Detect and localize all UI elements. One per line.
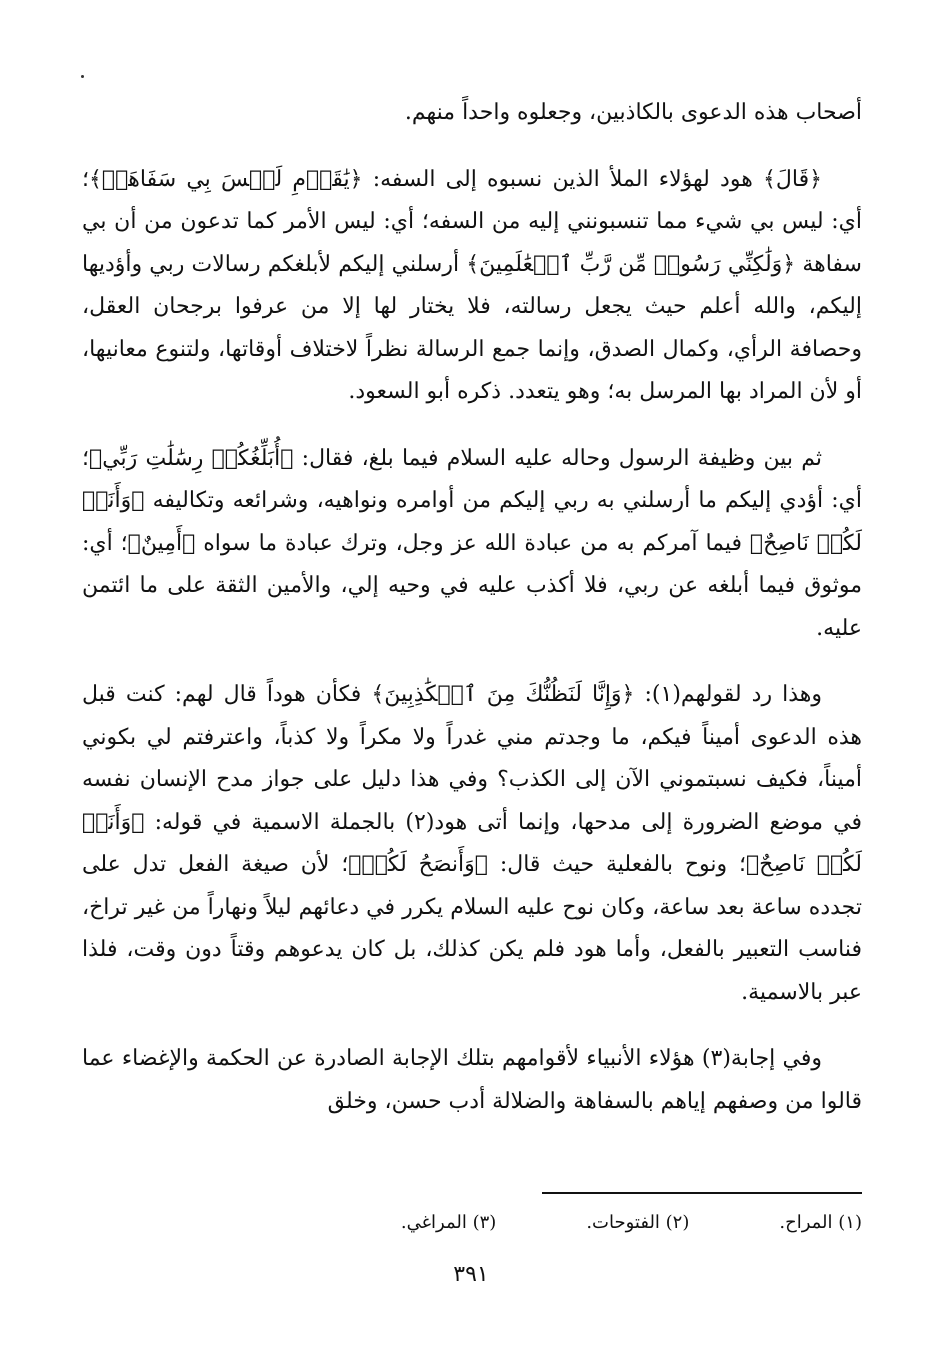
paragraph-continuation: أصحاب هذه الدعوى بالكاذبين، وجعلوه واحداً منهم. [404,100,862,125]
paragraph-messenger-duty: ثم بين وظيفة الرسول وحاله عليه السلام فيما بلغ، فقال: ﴿أُبَلِّغُكُمۡ رِسَٰلَٰتِ رَبِّي﴾؛ أي: أؤدي إليكم ما أرسلني به ربي إليكم من أوامره ونواهيه، وشرائعه وتكاليفه ﴿وَأَنَا۠ لَكُمۡ نَاصِحٌ﴾ فيما آمركم به من عبادة الله عز وجل، وترك عبادة ما سواه ﴿أَمِينٌ﴾؛ أي: موثوق فيما أبلغه عن ربي، فلا أكذب عليه في وحيه إلي، والأمين الثقة على ما ائتمن عليه. [82,445,862,641]
footnote-1: (١) المراح. [779,1212,862,1233]
scan-speck [81,75,84,78]
footnote-divider [542,1192,862,1194]
footnotes [82,1208,862,1238]
footnote-3: (٣) المراغي. [400,1212,497,1233]
body-text [82,92,862,1147]
paragraph-rebuttal: وهذا رد لقولهم(١): ﴿وَإِنَّا لَنَظُنُّكَ مِنَ ٱلۡكَٰذِبِينَ﴾ فكأن هوداً قال لهم: كنت قبل هذه الدعوى أميناً فيكم، ما وجدتم مني غدراً ولا مكراً ولا كذباً، واعترفتم لي بكوني أميناً، فكيف نسبتموني الآن إلى الكذب؟ وفي هذا دليل على جواز مدح الإنسان نفسه في موضع الضرورة إلى مدحها، وإنما أتى هود(٢) بالجملة الاسمية في قوله: ﴿وَأَنَا۠ لَكُمۡ نَاصِحٌ﴾؛ ونوح بالفعلية حيث قال: ﴿وَأَنصَحُ لَكُمۡ﴾؛ لأن صيغة الفعل تدل على تجدده ساعة بعد ساعة، وكان نوح عليه السلام يكرر في دعائهم ليلاً ونهاراً من غير تراخ، فناسب التعبير بالفعل، وأما هود فلم يكن كذلك، بل كان يدعوهم وقتاً دون وقت، فلذا عبر بالاسمية. [82,682,862,1005]
paragraph-prophets-answer: وفي إجابة(٣) هؤلاء الأنبياء لأقوامهم بتلك الإجابة الصادرة عن الحكمة والإغضاء عما قالوا من وصفهم إياهم بالسفاهة والضلالة أدب حسن، وخلق [82,1046,862,1114]
paragraph-hud-reply: ﴿قَالَ﴾ هود لهؤلاء الملأ الذين نسبوه إلى السفه: ﴿يَٰقَوۡمِ لَيۡسَ بِي سَفَاهَةٞ﴾؛ أي: ليس بي شيء مما تنسبونني إليه من السفه؛ أي: ليس الأمر كما تدعون من أن بي سفاهة ﴿وَلَٰكِنِّي رَسُولٞ مِّن رَّبِّ ٱلۡعَٰلَمِينَ﴾ أرسلني إليكم لأبلغكم رسالات ربي وأؤديها إليكم، والله أعلم حيث يجعل رسالته، فلا يختار لها إلا من عرفوا برجحان العقل، وحصافة الرأي، وكمال الصدق، وإنما جمع الرسالة نظراً لاختلاف أوقاتها، ولتنوع معانيها، أو لأن المراد بها المرسل به؛ وهو يتعدد. ذكره أبو السعود. [82,166,862,404]
footnote-2: (٢) الفتوحات. [586,1212,690,1233]
page-number: ٣٩١ [453,1262,489,1287]
